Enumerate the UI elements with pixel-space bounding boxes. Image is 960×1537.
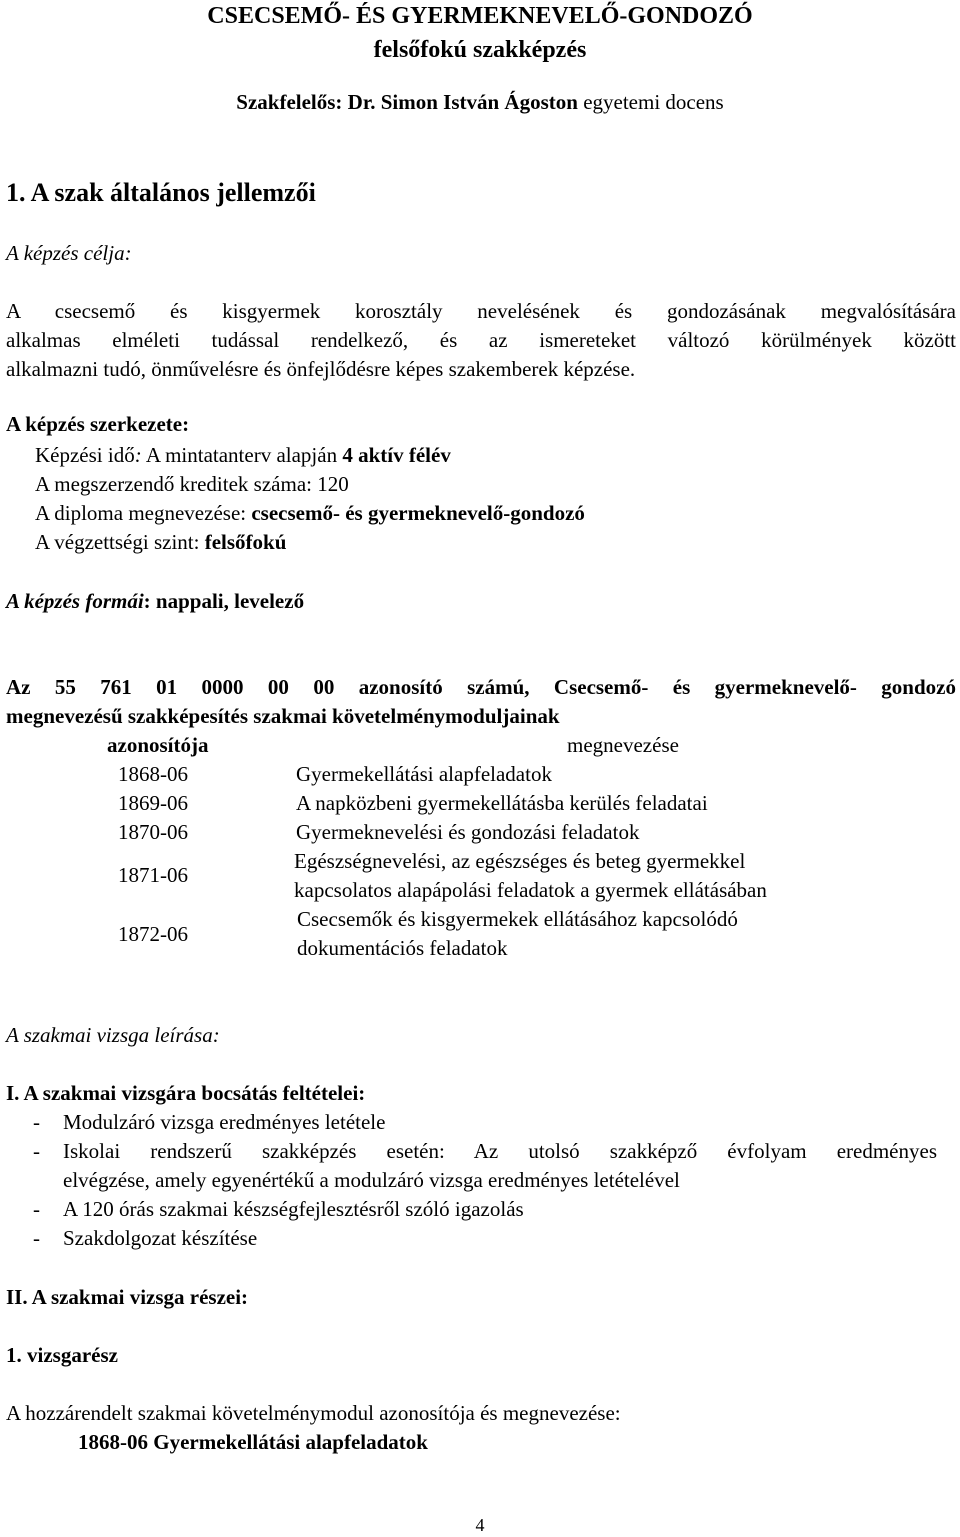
module-name: Gyermekellátási alapfeladatok <box>296 762 552 786</box>
diploma-line <box>35 499 585 528</box>
exam-subheading: 1. vizsgarész <box>6 1343 118 1367</box>
credits-line: A megszerzendő kreditek száma: 120 <box>35 472 349 496</box>
section-heading: 1. A szak általános jellemzői <box>6 178 316 207</box>
list-item-text-cont: elvégzése, amely egyenértékű a modulzáró vizsga eredményes letételével <box>63 1168 680 1192</box>
page-title: CSECSEMŐ- ÉS GYERMEKNEVELŐ-GONDOZÓ <box>207 3 753 29</box>
column-header-name: megnevezése <box>567 733 679 757</box>
assigned-module-value: 1868-06 Gyermekellátási alapfeladatok <box>78 1430 428 1454</box>
diploma-value: csecsemő- és gyermeknevelő-gondozó <box>251 501 585 525</box>
list-item-text: Iskolai rendszerű szakképzés esetén: Az utolsó szakképző évfolyam eredményes <box>63 1139 937 1163</box>
responsible-role: egyetemi docens <box>583 90 724 114</box>
module-id: 1868-06 <box>118 762 188 786</box>
page-subtitle: felsőfokú szakképzés <box>373 37 587 63</box>
duration-colon: : <box>134 443 142 467</box>
assigned-module-text: A hozzárendelt szakmai követelménymodul azonosítója és megnevezése: <box>6 1401 621 1425</box>
module-name: A napközbeni gyermekellátásba kerülés feladatai <box>296 791 708 815</box>
forms-label: A képzés formái <box>6 589 144 613</box>
structure-label: A képzés szerkezete: <box>6 412 190 436</box>
module-id: 1869-06 <box>118 791 188 815</box>
duration-text: A mintatanterv alapján <box>141 443 343 467</box>
module-id: 1871-06 <box>118 863 188 887</box>
bullet-dash: - <box>33 1226 40 1250</box>
list-item-text: Modulzáró vizsga eredményes letétele <box>63 1110 386 1134</box>
page-number: 4 <box>475 1515 485 1535</box>
level-line <box>35 528 286 557</box>
responsible-line <box>0 88 960 117</box>
module-name: Gyermeknevelési és gondozási feladatok <box>296 820 640 844</box>
forms-line <box>6 587 304 616</box>
modules-intro-2: megnevezésű szakképesítés szakmai követelménymoduljainak <box>6 704 560 728</box>
exam-heading: A szakmai vizsga leírása: <box>6 1023 220 1047</box>
goal-label: A képzés célja: <box>6 241 132 265</box>
module-name-cont: kapcsolatos alapápolási feladatok a gyermek ellátásában <box>294 878 767 902</box>
diploma-text: A diploma megnevezése: <box>35 501 252 525</box>
module-id: 1870-06 <box>118 820 188 844</box>
bullet-dash: - <box>33 1139 40 1163</box>
module-id: 1872-06 <box>118 922 188 946</box>
duration-prefix: Képzési idő <box>35 443 135 467</box>
list-item-text: A 120 órás szakmai készségfejlesztésről szóló igazolás <box>63 1197 524 1221</box>
exam-part1-heading: I. A szakmai vizsgára bocsátás feltételei: <box>6 1081 366 1105</box>
exam-part2-heading: II. A szakmai vizsga részei: <box>6 1285 249 1309</box>
forms-value: : nappali, levelező <box>143 589 305 613</box>
responsible-label: Szakfelelős: Dr. Simon István Ágoston <box>236 90 578 114</box>
duration-value: 4 aktív félév <box>342 443 451 467</box>
module-name-cont: dokumentációs feladatok <box>297 936 508 960</box>
modules-intro-1: Az 55 761 01 0000 00 00 azonosító számú, Csecsemő- és gyermeknevelő- gondozó <box>6 675 956 699</box>
goal-line-3: alkalmazni tudó, önművelésre és önfejlődésre képes szakemberek képzése. <box>6 357 636 381</box>
column-header-id: azonosítója <box>107 733 209 757</box>
module-name: Egészségnevelési, az egészséges és beteg gyermekkel <box>294 849 746 873</box>
bullet-dash: - <box>33 1197 40 1221</box>
module-name: Csecsemők és kisgyermekek ellátásához kapcsolódó <box>297 907 738 931</box>
bullet-dash: - <box>33 1110 40 1134</box>
goal-line-1: A csecsemő és kisgyermek korosztály nevelésének és gondozásának megvalósítására <box>6 299 956 323</box>
level-value: felsőfokú <box>204 530 287 554</box>
list-item-text: Szakdolgozat készítése <box>63 1226 258 1250</box>
duration-line <box>35 441 451 470</box>
level-text: A végzettségi szint: <box>35 530 205 554</box>
goal-line-2: alkalmas elméleti tudással rendelkező, és az ismereteket változó körülmények között <box>6 328 956 352</box>
